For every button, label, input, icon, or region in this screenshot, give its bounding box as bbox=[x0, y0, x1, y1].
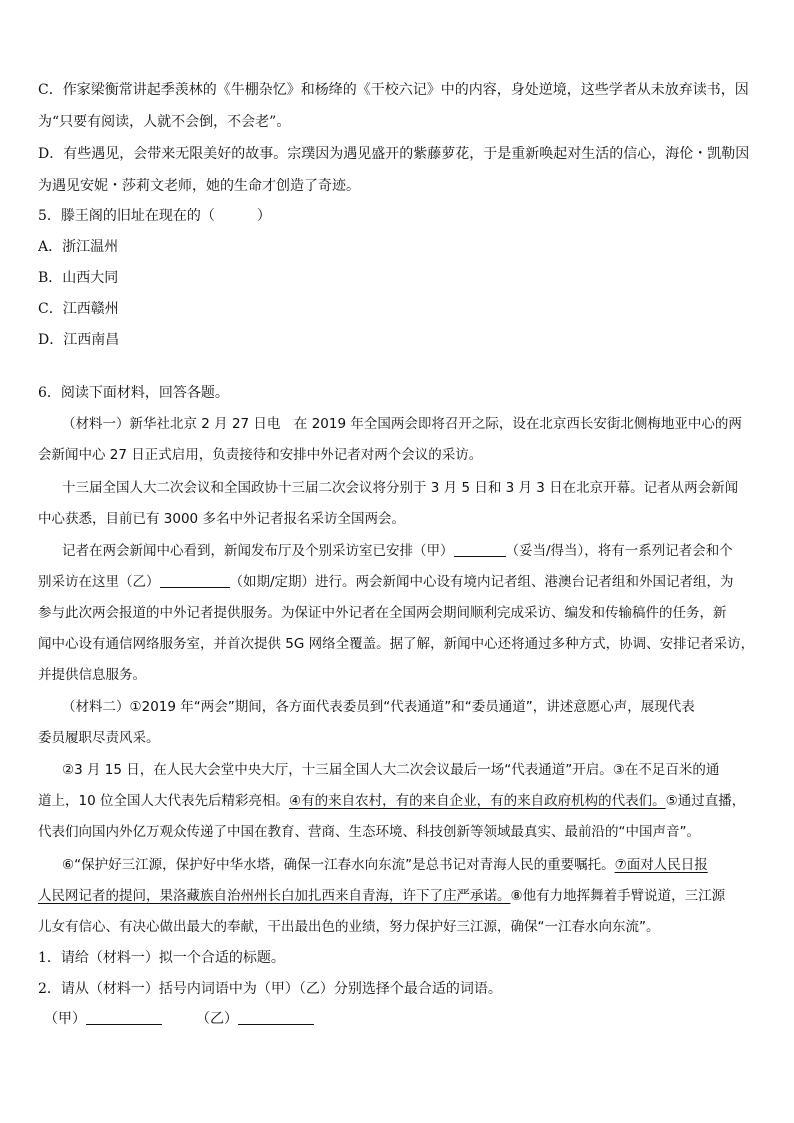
q6-stem: 6．阅读下面材料，回答各题。 bbox=[38, 385, 229, 401]
material1-p3-line1-end: （妥当/得当），将有一系列记者会和个 bbox=[505, 543, 733, 559]
material1-p3-line2-end: （如期/定期）进行。两会新闻中心设有境内记者组、港澳台记者组和外国记者组，为 bbox=[229, 574, 734, 590]
material1-p3-line1 bbox=[62, 541, 756, 561]
answer-jia-label: （甲） bbox=[44, 1011, 86, 1027]
material2-sentence3-end: 道上，10 位全国人大代表先后精彩亮相。 bbox=[38, 793, 289, 809]
blank-jia bbox=[454, 542, 506, 557]
answer-line bbox=[44, 1009, 762, 1029]
material2-p2-line3: 代表们向国内外亿万观众传递了中国在教育、营商、生态环境、科技创新等领域最真实、最前沿的“中国声音”。 bbox=[38, 824, 700, 840]
q4-option-d-line2: 为遇见安妮・莎莉文老师，她的生命才创造了奇迹。 bbox=[38, 178, 360, 194]
q4-option-c-line1: C．作家梁衡常讲起季羡林的《牛棚杂忆》和杨绛的《干校六记》中的内容，身处逆境，这些学者从未放弃读书，因 bbox=[38, 82, 749, 98]
q4-option-c-line2: 为“只要有阅读，人就不会倒，不会老”。 bbox=[38, 114, 291, 130]
material2-sentence7-end: 人民网记者的提问，果洛藏族自治州州长白加扎西来自青海，许下了庄严承诺。 bbox=[38, 888, 511, 904]
material1-p1-line1: （材料一）新华社北京 2 月 27 日电 在 2019 年全国两会即将召开之际，设在北京西长安街北侧梅地亚中心的两 bbox=[62, 416, 742, 432]
material1-p3-line3: 参与此次两会报道的中外记者提供服务。为保证中外记者在全国两会期间顺利完成采访、编发和传输稿件的任务，新 bbox=[38, 605, 727, 621]
material1-p2-line2: 中心获悉，目前已有 3000 多名中外记者报名采访全国两会。 bbox=[38, 511, 405, 527]
q5-stem: 5．滕王阁的旧址在现在的（ ） bbox=[38, 208, 271, 224]
material1-p1-line2: 会新闻中心 27 日正式启用，负责接待和安排中外记者对两个会议的采访。 bbox=[38, 447, 483, 463]
material2-sentence5-start: ⑤通过直播， bbox=[665, 793, 746, 809]
q6-sub1: 1．请给（材料一）拟一个合适的标题。 bbox=[38, 950, 285, 966]
material1-p3-line2 bbox=[38, 572, 756, 592]
q6-sub2: 2．请从（材料一）括号内词语中为（甲）（乙）分别选择个最合适的词语。 bbox=[38, 981, 502, 997]
q5-option-d: D．江西南昌 bbox=[38, 332, 120, 348]
q5-option-b: B．山西大同 bbox=[38, 270, 119, 286]
material2-p2-line2 bbox=[38, 791, 756, 811]
answer-yi-label: （乙） bbox=[196, 1011, 238, 1027]
answer-yi-blank[interactable] bbox=[238, 1010, 314, 1025]
material2-p3-line2 bbox=[38, 886, 756, 906]
material2-sentence7-start: ⑦面对人民日报 bbox=[614, 857, 708, 873]
material1-p3-line2-start: 别采访在这里（乙） bbox=[38, 574, 160, 590]
material1-p3-line5: 并提供信息服务。 bbox=[38, 667, 146, 683]
material2-sentence6: ⑥“保护好三江源，保护好中华水塔，确保一江春水向东流”是总书记对青海人民的重要嘱托。 bbox=[62, 857, 615, 873]
material1-p3-line4: 闻中心设有通信网络服务室，并首次提供 5G 网络全覆盖。据了解，新闻中心还将通过多种方式，协调、安排记者采访， bbox=[38, 636, 755, 652]
material2-p2-line1: ②3 月 15 日，在人民大会堂中央大厅，十三届全国人大二次会议最后一场“代表通道”开启。③在不足百米的通 bbox=[62, 762, 720, 778]
q4-option-d-line1: D．有些遇见，会带来无限美好的故事。宗璞因为遇见盛开的紫藤萝花，于是重新唤起对生活的信心，海伦・凯勒因 bbox=[38, 146, 750, 162]
material1-p2-line1: 十三届全国人大二次会议和全国政协十三届二次会议将分别于 3 月 5 日和 3 月 3 日在北京开幕。记者从两会新闻 bbox=[62, 480, 739, 496]
material2-p1-line2: 委员履职尽责风采。 bbox=[38, 730, 160, 746]
q5-option-c: C．江西赣州 bbox=[38, 301, 119, 317]
material2-p3-line1 bbox=[62, 855, 756, 875]
material2-sentence8-start: ⑧他有力地挥舞着手臂说道，三江源 bbox=[510, 888, 726, 904]
answer-jia-blank[interactable] bbox=[86, 1010, 162, 1025]
material2-p1-line1: （材料二）①2019 年“两会”期间，各方面代表委员到“代表通道”和“委员通道”，讲述意愿心声，展现代表 bbox=[62, 699, 695, 715]
material2-p3-line3: 儿女有信心、有决心做出最大的奉献，干出最出色的业绩，努力保护好三江源，确保“一江春水向东流”。 bbox=[38, 919, 660, 935]
q5-option-a: A．浙江温州 bbox=[38, 239, 119, 255]
blank-yi bbox=[160, 573, 230, 588]
material2-sentence4: ④有的来自农村，有的来自企业，有的来自政府机构的代表们。 bbox=[288, 793, 666, 809]
material1-p3-line1-start: 记者在两会新闻中心看到，新闻发布厅及个别采访室已安排（甲） bbox=[62, 543, 454, 559]
